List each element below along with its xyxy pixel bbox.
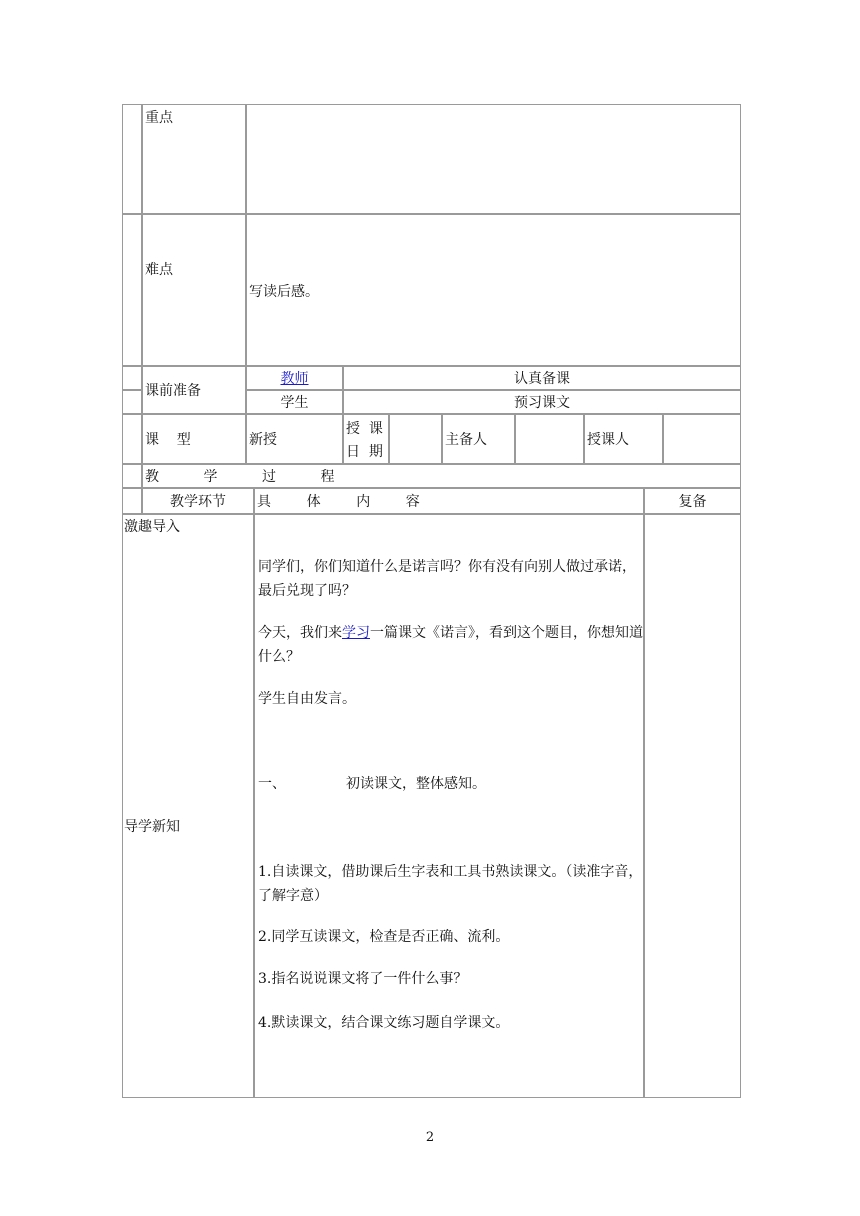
type-label: 课 型	[145, 432, 191, 448]
prep-student-label-cell	[246, 390, 343, 414]
lesson-teacher-value-cell	[663, 414, 741, 464]
process-heading: 教 学 过 程	[145, 469, 335, 485]
prep-teacher-label-cell	[246, 366, 343, 390]
date-label-line1: 授 课	[346, 421, 383, 437]
step-2: 2.同学互读课文，检查是否正确、流利。	[258, 929, 510, 945]
content-paragraph-2	[258, 621, 644, 669]
lesson-teacher-label-cell	[584, 414, 663, 464]
step-1: 1.自读课文，借助课后生字表和工具书熟读课文。（读准字音，了解字意）	[258, 864, 643, 904]
teacher-link[interactable]: 教师	[280, 371, 309, 387]
type-label-cell	[142, 414, 246, 464]
paragraph-2-end: 一篇课文《诺言》，看到这个题目，你想知道什么？	[258, 625, 643, 665]
difficulty-value-cell	[246, 214, 741, 366]
page-number: 2	[425, 1130, 435, 1145]
left-margin-cell	[122, 464, 142, 488]
lesson-teacher-label: 授课人	[587, 432, 629, 448]
difficulty-label-cell	[142, 214, 246, 366]
step-4: 4.默读课文，结合课文练习题自学课文。	[258, 1015, 510, 1031]
type-value: 新授	[249, 432, 277, 448]
prep-label: 课前准备	[145, 383, 201, 399]
review-cell	[644, 514, 741, 1098]
prep-teacher-value-cell	[343, 366, 741, 390]
lead-label-cell	[442, 414, 515, 464]
key-point-label: 重点	[145, 110, 173, 126]
stage-cell	[122, 514, 254, 1098]
left-margin-cell	[122, 488, 142, 514]
col-stage-header: 教学环节	[170, 494, 226, 510]
left-margin-cell	[122, 366, 142, 390]
prep-student-label: 学生	[280, 395, 309, 411]
key-point-label-cell	[142, 104, 246, 214]
section-title: 初读课文，整体感知。	[346, 776, 486, 792]
content-paragraph-1: 同学们，你们知道什么是诺言吗？你有没有向别人做过承诺，最后兑现了吗？	[258, 559, 636, 599]
prep-student-value-cell	[343, 390, 741, 414]
col-stage-header-cell	[142, 488, 254, 514]
left-margin-cell	[122, 414, 142, 464]
study-link[interactable]: 学习	[342, 625, 370, 641]
date-label-cell	[343, 414, 389, 464]
left-margin-cell	[122, 390, 142, 414]
prep-label-cell	[142, 366, 246, 414]
prep-teacher-value: 认真备课	[514, 371, 570, 387]
lead-value-cell	[515, 414, 584, 464]
stage-new-knowledge: 导学新知	[124, 819, 180, 835]
process-heading-cell	[142, 464, 741, 488]
lead-label: 主备人	[445, 432, 487, 448]
date-label-line2: 日 期	[346, 444, 383, 460]
col-content-header: 具 体 内 容	[257, 494, 420, 510]
difficulty-value: 写读后感。	[249, 284, 319, 300]
section-number: 一、	[258, 776, 286, 792]
col-content-header-cell	[254, 488, 644, 514]
type-value-cell	[246, 414, 343, 464]
content-paragraph-3: 学生自由发言。	[258, 691, 356, 707]
col-review-header: 复备	[678, 494, 707, 510]
col-review-header-cell	[644, 488, 741, 514]
difficulty-label: 难点	[145, 262, 173, 278]
key-point-value-cell	[246, 104, 741, 214]
date-value-cell	[389, 414, 442, 464]
step-3: 3.指名说说课文将了一件什么事？	[258, 971, 468, 987]
left-margin-cell	[122, 104, 142, 214]
stage-intro: 激趣导入	[124, 519, 180, 535]
paragraph-2-start: 今天，我们来	[258, 625, 342, 641]
left-margin-cell	[122, 214, 142, 366]
prep-student-value: 预习课文	[514, 395, 570, 411]
